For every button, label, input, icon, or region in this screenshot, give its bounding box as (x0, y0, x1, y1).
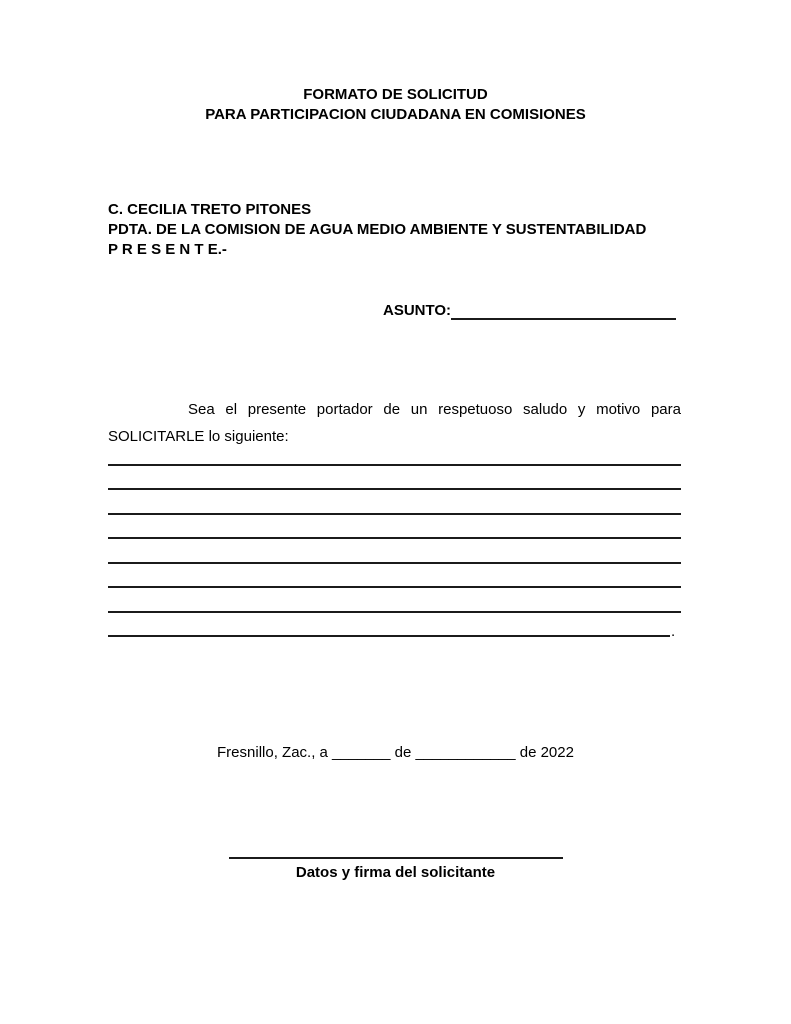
addressee-block (108, 200, 691, 260)
write-in-line (108, 490, 681, 515)
signature-line (229, 840, 563, 859)
write-in-lines-full (108, 441, 681, 613)
document-title (0, 85, 791, 125)
signature-block (0, 840, 791, 882)
write-in-line (108, 441, 681, 466)
subject-row (383, 301, 676, 320)
write-in-line-last (108, 613, 670, 638)
signature-label: Datos y firma del solicitante (295, 864, 496, 881)
write-in-line-terminator: . (671, 623, 676, 640)
write-in-lines (108, 441, 681, 640)
addressee-salutation: P R E S E N T E.- (108, 241, 227, 258)
write-in-line (108, 515, 681, 540)
subject-blank-line (451, 301, 676, 320)
body-paragraph: Sea el presente portador de un respetuoso saludo y motivo para SOLICITARLE lo siguiente: (108, 401, 681, 445)
write-in-line (108, 466, 681, 491)
write-in-line (108, 539, 681, 564)
addressee-name: C. CECILIA TRETO PITONES (108, 201, 312, 218)
write-in-line-last-row (108, 613, 681, 638)
subject-label: ASUNTO: (383, 302, 452, 319)
write-in-line (108, 564, 681, 589)
title-line-2: PARA PARTICIPACION CIUDADANA EN COMISIONES (205, 106, 586, 123)
addressee-role: PDTA. DE LA COMISION DE AGUA MEDIO AMBIENTE Y SUSTENTABILIDAD (108, 221, 647, 238)
title-line-1: FORMATO DE SOLICITUD (303, 86, 488, 103)
date-line: Fresnillo, Zac., a _______ de ____________ de 2022 (217, 744, 574, 761)
write-in-line (108, 588, 681, 613)
